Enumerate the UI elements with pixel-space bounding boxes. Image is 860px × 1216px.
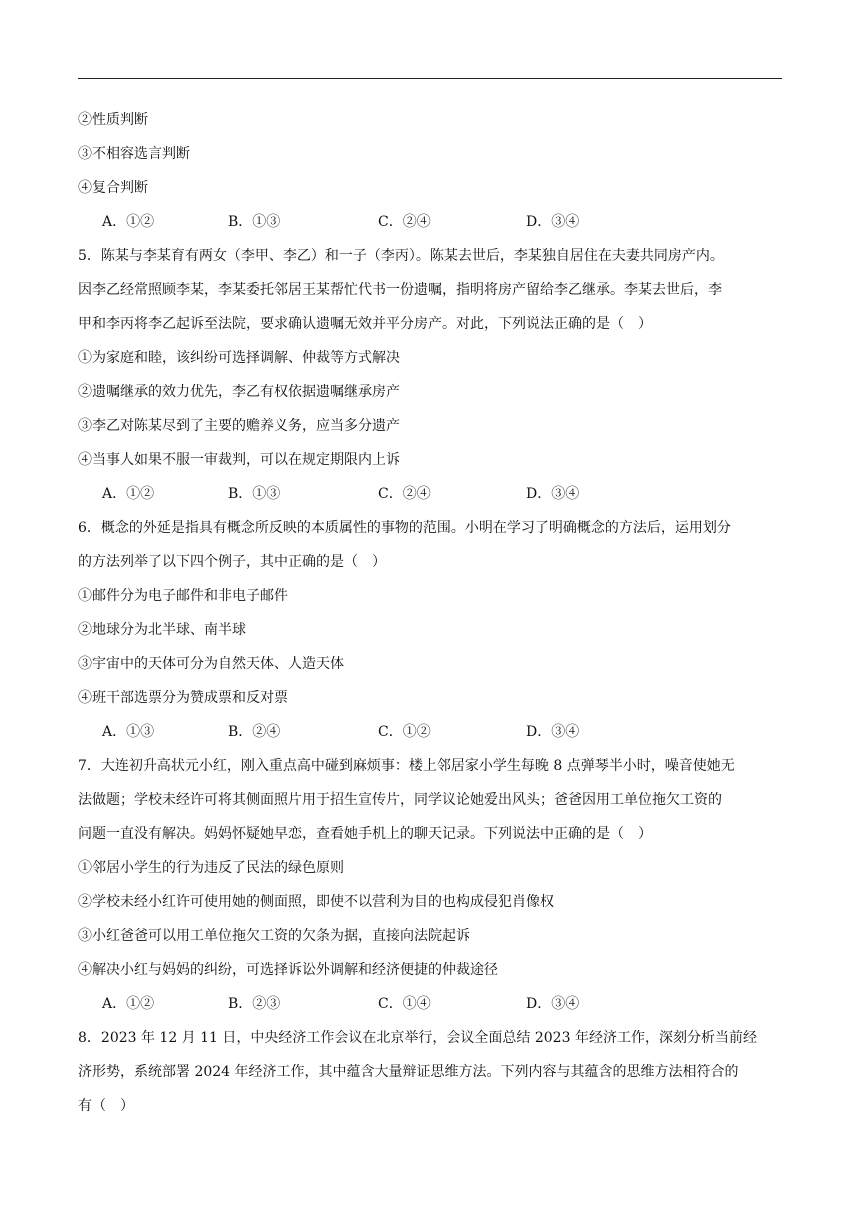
q5-choice-b: B．①③	[228, 486, 281, 502]
q7-choice-a: A．①②	[102, 996, 155, 1012]
q7-choice-c: C．①④	[378, 996, 431, 1012]
q7-stem-line-2: 法做题；学校未经许可将其侧面照片用于招生宣传片，同学议论她爱出风头；爸爸因用工单位拖欠工资的	[78, 792, 722, 808]
q5-stem-line-2: 因李乙经常照顾李某，李某委托邻居王某帮忙代书一份遗嘱，指明将房产留给李乙继承。李某去世后，李	[78, 282, 722, 298]
q4-choice-b: B．①③	[228, 214, 281, 230]
q8-stem-line-1: 8．2023 年 12 月 11 日，中央经济工作会议在北京举行，会议全面总结 2023 年经济工作，深刻分析当前经	[78, 1030, 757, 1046]
q6-stem-line-2: 的方法列举了以下四个例子，其中正确的是（ ）	[78, 554, 386, 570]
q5-option-2: ②遗嘱继承的效力优先，李乙有权依据遗嘱继承房产	[78, 384, 400, 400]
q7-option-3: ③小红爸爸可以用工单位拖欠工资的欠条为据，直接向法院起诉	[78, 928, 470, 944]
q6-option-1: ①邮件分为电子邮件和非电子邮件	[78, 588, 288, 604]
q5-option-3: ③李乙对陈某尽到了主要的赡养义务，应当多分遗产	[78, 418, 400, 434]
q6-choice-d: D．③④	[526, 724, 580, 740]
q4-option-3: ③不相容选言判断	[78, 146, 190, 162]
q7-option-4: ④解决小红与妈妈的纠纷，可选择诉讼外调解和经济便捷的仲裁途径	[78, 962, 498, 978]
q5-option-4: ④当事人如果不服一审裁判，可以在规定期限内上诉	[78, 452, 400, 468]
q7-option-1: ①邻居小学生的行为违反了民法的绿色原则	[78, 860, 344, 876]
q7-option-2: ②学校未经小红许可使用她的侧面照，即使不以营利为目的也构成侵犯肖像权	[78, 894, 554, 910]
q5-option-1: ①为家庭和睦，该纠纷可选择调解、仲裁等方式解决	[78, 350, 400, 366]
q5-stem-line-1: 5．陈某与李某育有两女（李甲、李乙）和一子（李丙）。陈某去世后，李某独自居住在夫妻共同房产内。	[78, 248, 724, 264]
q4-choice-a: A．①②	[102, 214, 155, 230]
q5-stem-line-3: 甲和李丙将李乙起诉至法院，要求确认遗嘱无效并平分房产。对此，下列说法正确的是（ ）	[78, 316, 652, 332]
q6-option-4: ④班干部选票分为赞成票和反对票	[78, 690, 288, 706]
q6-choice-c: C．①②	[378, 724, 431, 740]
q5-choice-d: D．③④	[526, 486, 580, 502]
q5-choice-a: A．①②	[102, 486, 155, 502]
q6-option-3: ③宇宙中的天体可分为自然天体、人造天体	[78, 656, 344, 672]
q7-choice-b: B．②③	[228, 996, 281, 1012]
q4-choice-c: C．②④	[378, 214, 431, 230]
q6-stem-line-1: 6．概念的外延是指具有概念所反映的本质属性的事物的范围。小明在学习了明确概念的方法后，运用划分	[78, 520, 731, 536]
q4-option-4: ④复合判断	[78, 180, 148, 196]
q8-stem-line-3: 有（ ）	[78, 1098, 134, 1114]
q6-choice-a: A．①③	[102, 724, 155, 740]
q7-stem-line-3: 问题一直没有解决。妈妈怀疑她早恋，查看她手机上的聊天记录。下列说法中正确的是（ ）	[78, 826, 652, 842]
q4-option-2: ②性质判断	[78, 112, 148, 128]
q7-stem-line-1: 7．大连初升高状元小红，刚入重点高中碰到麻烦事：楼上邻居家小学生每晚 8 点弹琴半小时，噪音使她无	[78, 758, 735, 774]
header-rule	[78, 78, 782, 79]
q6-option-2: ②地球分为北半球、南半球	[78, 622, 246, 638]
q4-choice-d: D．③④	[526, 214, 580, 230]
q8-stem-line-2: 济形势，系统部署 2024 年经济工作，其中蕴含大量辩证思维方法。下列内容与其蕴含的思维方法相符合的	[78, 1064, 739, 1080]
q6-choice-b: B．②④	[228, 724, 281, 740]
q7-choice-d: D．③④	[526, 996, 580, 1012]
q5-choice-c: C．②④	[378, 486, 431, 502]
